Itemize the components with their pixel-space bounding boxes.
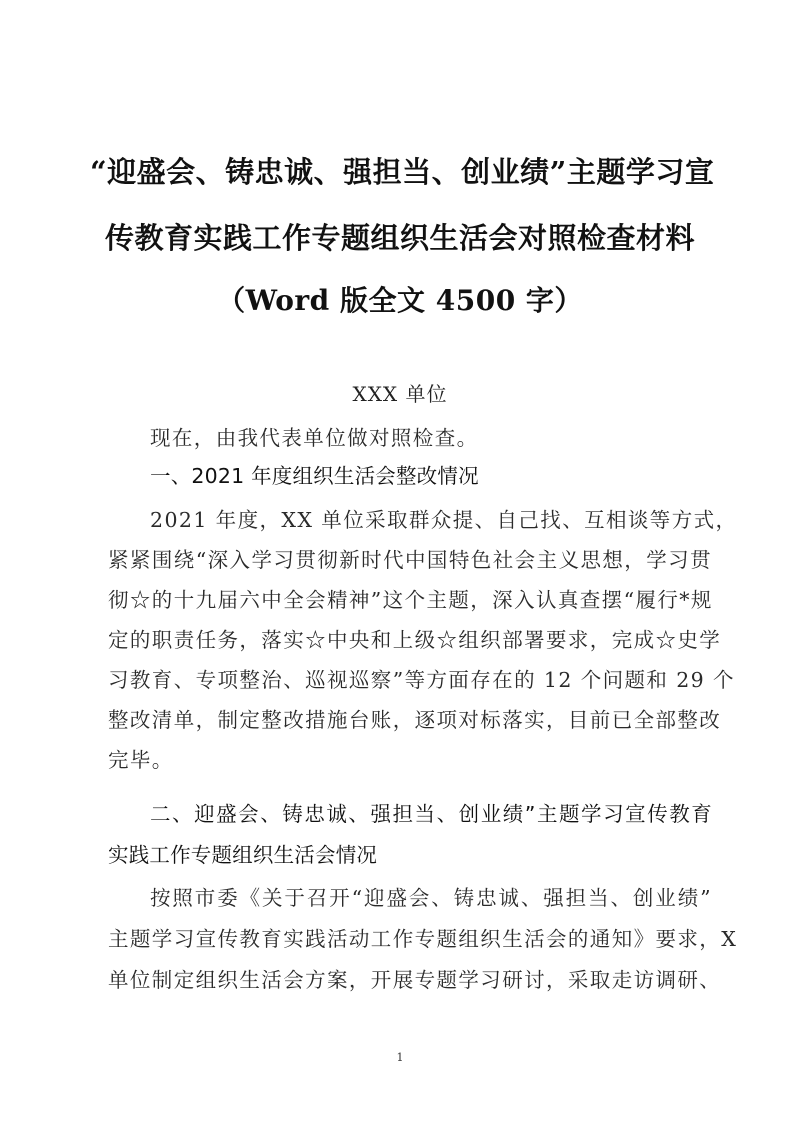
section-1-heading: 一、2021 年度组织生活会整改情况 bbox=[150, 464, 479, 488]
section-2-line: 按照市委《关于召开“迎盛会、铸忠诚、强担当、创业绩” bbox=[150, 886, 712, 910]
section-1-line: 紧紧围绕“深入学习贯彻新时代中国特色社会主义思想，学习贯 bbox=[108, 548, 712, 572]
unit-name: XXX 单位 bbox=[352, 382, 448, 406]
section-1-line: 习教育、专项整治、巡视巡察”等方面存在的 12 个问题和 29 个 bbox=[108, 668, 735, 692]
section-1-line: 彻☆的十九届六中全会精神”这个主题，深入认真查摆“履行*规 bbox=[108, 588, 713, 612]
intro-paragraph: 现在，由我代表单位做对照检查。 bbox=[150, 426, 479, 450]
document-title-line-2: 传教育实践工作专题组织生活会对照检查材料 bbox=[104, 221, 695, 255]
section-2-heading-line-1: 二、迎盛会、铸忠诚、强担当、创业绩”主题学习宣传教育 bbox=[150, 802, 712, 826]
section-2-line: 单位制定组织生活会方案，开展专题学习研讨，采取走访调研、 bbox=[108, 968, 722, 992]
section-1-line: 整改清单，制定整改措施台账，逐项对标落实，目前已全部整改 bbox=[108, 708, 722, 732]
document-title-line-1: “迎盛会、铸忠诚、强担当、创业绩”主题学习宣 bbox=[90, 155, 715, 189]
section-2-heading-line-2: 实践工作专题组织生活会情况 bbox=[108, 843, 378, 867]
document-title-line-3: （Word 版全文 4500 字） bbox=[217, 284, 583, 317]
section-2-line: 主题学习宣传教育实践活动工作专题组织生活会的通知》要求，X bbox=[108, 927, 738, 951]
section-1-line: 定的职责任务，落实☆中央和上级☆组织部署要求，完成☆史学 bbox=[108, 628, 722, 652]
section-1-line: 2021 年度，XX 单位采取群众提、自己找、互相谈等方式， bbox=[150, 508, 738, 532]
page-number: 1 bbox=[396, 1051, 404, 1064]
section-1-line: 完毕。 bbox=[108, 748, 174, 772]
